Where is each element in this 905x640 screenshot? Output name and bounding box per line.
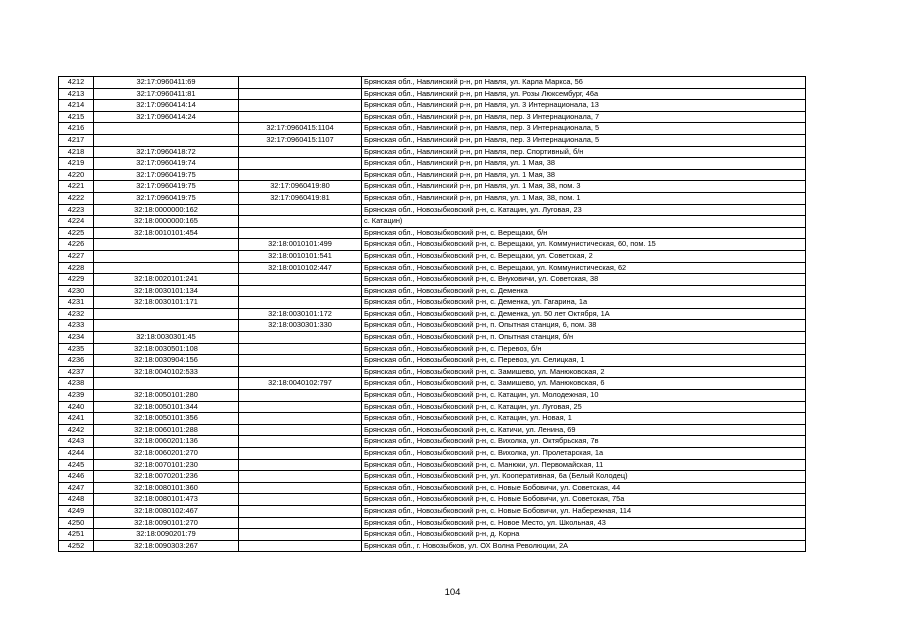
- object-cadastral-number-cell: [239, 390, 362, 402]
- cadastral-number-cell: 32:18:0010101:454: [94, 227, 239, 239]
- table-row: [59, 123, 806, 135]
- cadastral-number-cell: 32:18:0040102:533: [94, 366, 239, 378]
- cadastral-number-cell: 32:18:0070101:230: [94, 459, 239, 471]
- table-row: [59, 540, 806, 552]
- object-cadastral-number-cell: [239, 529, 362, 541]
- object-cadastral-number-cell: [239, 100, 362, 112]
- cadastral-number-cell: 32:18:0030101:171: [94, 297, 239, 309]
- address-cell: Брянская обл., Новозыбковский р-н, с. Манюки, ул. Первомайская, 11: [362, 459, 806, 471]
- table-row: [59, 88, 806, 100]
- table-row: [59, 285, 806, 297]
- address-cell: Брянская обл., Новозыбковский р-н, с. Новые Бобовичи, ул. Советская, 44: [362, 482, 806, 494]
- table-row: [59, 436, 806, 448]
- table-row: [59, 494, 806, 506]
- cadastral-number-cell: 32:18:0030101:134: [94, 285, 239, 297]
- object-cadastral-number-cell: [239, 343, 362, 355]
- table-row: [59, 216, 806, 228]
- table-row: [59, 448, 806, 460]
- row-number-cell: 4216: [59, 123, 94, 135]
- cadastral-number-cell: [94, 134, 239, 146]
- table-row: [59, 459, 806, 471]
- object-cadastral-number-cell: [239, 424, 362, 436]
- table-row: [59, 134, 806, 146]
- cadastral-number-cell: 32:17:0960419:75: [94, 169, 239, 181]
- cadastral-number-cell: 32:18:0030904:156: [94, 355, 239, 367]
- row-number-cell: 4235: [59, 343, 94, 355]
- address-cell: Брянская обл., Новозыбковский р-н, п. Опытная станция, б/н: [362, 332, 806, 344]
- row-number-cell: 4223: [59, 204, 94, 216]
- object-cadastral-number-cell: 32:17:0960419:80: [239, 181, 362, 193]
- cadastral-number-cell: 32:18:0060201:270: [94, 448, 239, 460]
- object-cadastral-number-cell: [239, 482, 362, 494]
- table-row: [59, 413, 806, 425]
- cadastral-number-cell: 32:18:0060101:288: [94, 424, 239, 436]
- address-cell: с. Катацин): [362, 216, 806, 228]
- row-number-cell: 4247: [59, 482, 94, 494]
- address-cell: Брянская обл., Новозыбковский р-н, с. Внуковичи, ул. Советская, 38: [362, 274, 806, 286]
- cadastral-number-cell: 32:17:0960414:24: [94, 111, 239, 123]
- object-cadastral-number-cell: [239, 448, 362, 460]
- table-row: [59, 227, 806, 239]
- table-row: [59, 169, 806, 181]
- row-number-cell: 4245: [59, 459, 94, 471]
- address-cell: Брянская обл., Навлинский р-н, рп Навля, ул. Карла Маркса, 56: [362, 77, 806, 89]
- address-cell: Брянская обл., Новозыбковский р-н, с. Катацин, ул. Молодежная, 10: [362, 390, 806, 402]
- object-cadastral-number-cell: [239, 494, 362, 506]
- object-cadastral-number-cell: [239, 227, 362, 239]
- address-cell: Брянская обл., Навлинский р-н, рп Навля, ул. Розы Люксембург, 46а: [362, 88, 806, 100]
- address-cell: Брянская обл., Новозыбковский р-н, с. Замишево, ул. Манюковская, 2: [362, 366, 806, 378]
- table-row: [59, 424, 806, 436]
- cadastral-number-cell: 32:18:0000000:165: [94, 216, 239, 228]
- row-number-cell: 4214: [59, 100, 94, 112]
- row-number-cell: 4252: [59, 540, 94, 552]
- address-cell: Брянская обл., Новозыбковский р-н, с. Перевоз, б/н: [362, 343, 806, 355]
- object-cadastral-number-cell: 32:17:0960419:81: [239, 192, 362, 204]
- address-cell: Брянская обл., Новозыбковский р-н, ул. Кооперативная, 6а (Белый Колодец): [362, 471, 806, 483]
- row-number-cell: 4221: [59, 181, 94, 193]
- row-number-cell: 4248: [59, 494, 94, 506]
- address-cell: Брянская обл., Новозыбковский р-н, с. Вихолка, ул. Пролетарская, 1а: [362, 448, 806, 460]
- address-cell: Брянская обл., Новозыбковский р-н, с. Новые Бобовичи, ул. Набережная, 114: [362, 505, 806, 517]
- address-cell: Брянская обл., Новозыбковский р-н, п. Опытная станция, 6, пом. 38: [362, 320, 806, 332]
- cadastral-number-cell: 32:17:0960419:74: [94, 158, 239, 170]
- table-row: [59, 529, 806, 541]
- row-number-cell: 4220: [59, 169, 94, 181]
- cadastral-number-cell: 32:18:0030301:45: [94, 332, 239, 344]
- cadastral-number-cell: 32:18:0090201:79: [94, 529, 239, 541]
- cadastral-number-cell: 32:18:0030501:108: [94, 343, 239, 355]
- row-number-cell: 4238: [59, 378, 94, 390]
- row-number-cell: 4246: [59, 471, 94, 483]
- row-number-cell: 4233: [59, 320, 94, 332]
- row-number-cell: 4249: [59, 505, 94, 517]
- table-row: [59, 332, 806, 344]
- object-cadastral-number-cell: [239, 366, 362, 378]
- table-row: [59, 181, 806, 193]
- object-cadastral-number-cell: [239, 77, 362, 89]
- cadastral-number-cell: 32:17:0960419:75: [94, 181, 239, 193]
- row-number-cell: 4251: [59, 529, 94, 541]
- cadastral-number-cell: [94, 320, 239, 332]
- object-cadastral-number-cell: [239, 285, 362, 297]
- row-number-cell: 4228: [59, 262, 94, 274]
- cadastral-number-cell: 32:17:0960411:81: [94, 88, 239, 100]
- object-cadastral-number-cell: [239, 401, 362, 413]
- address-cell: Брянская обл., Новозыбковский р-н, с. Катацин, ул. Луговая, 23: [362, 204, 806, 216]
- address-cell: Брянская обл., Новозыбковский р-н, с. Деменка, ул. 50 лет Октября, 1А: [362, 308, 806, 320]
- object-cadastral-number-cell: [239, 158, 362, 170]
- cadastral-number-cell: 32:18:0050101:280: [94, 390, 239, 402]
- row-number-cell: 4225: [59, 227, 94, 239]
- cadastral-number-cell: [94, 123, 239, 135]
- page-number: 104: [444, 587, 461, 598]
- row-number-cell: 4250: [59, 517, 94, 529]
- table-row: [59, 100, 806, 112]
- cadastral-number-cell: 32:18:0020101:241: [94, 274, 239, 286]
- address-cell: Брянская обл., Новозыбковский р-н, с. Деменка: [362, 285, 806, 297]
- table-row: [59, 158, 806, 170]
- object-cadastral-number-cell: [239, 436, 362, 448]
- table-row: [59, 77, 806, 89]
- address-cell: Брянская обл., Навлинский р-н, рп Навля, ул. 1 Мая, 38: [362, 169, 806, 181]
- table-row: [59, 378, 806, 390]
- property-registry-table: [58, 76, 806, 552]
- object-cadastral-number-cell: [239, 216, 362, 228]
- table-row: [59, 239, 806, 251]
- object-cadastral-number-cell: 32:18:0040102:797: [239, 378, 362, 390]
- row-number-cell: 4232: [59, 308, 94, 320]
- row-number-cell: 4227: [59, 250, 94, 262]
- table-row: [59, 517, 806, 529]
- object-cadastral-number-cell: [239, 274, 362, 286]
- registry-table-body: [59, 77, 806, 552]
- table-row: [59, 308, 806, 320]
- row-number-cell: 4215: [59, 111, 94, 123]
- cadastral-number-cell: 32:18:0080102:467: [94, 505, 239, 517]
- cadastral-number-cell: [94, 378, 239, 390]
- row-number-cell: 4236: [59, 355, 94, 367]
- address-cell: Брянская обл., г. Новозыбков, ул. ОХ Волна Революции, 2А: [362, 540, 806, 552]
- row-number-cell: 4241: [59, 413, 94, 425]
- object-cadastral-number-cell: [239, 355, 362, 367]
- object-cadastral-number-cell: 32:18:0010101:541: [239, 250, 362, 262]
- table-row: [59, 262, 806, 274]
- cadastral-number-cell: [94, 250, 239, 262]
- cadastral-number-cell: 32:18:0060201:136: [94, 436, 239, 448]
- address-cell: Брянская обл., Новозыбковский р-н, с. Катичи, ул. Ленина, 69: [362, 424, 806, 436]
- table-row: [59, 505, 806, 517]
- cadastral-number-cell: 32:17:0960418:72: [94, 146, 239, 158]
- row-number-cell: 4217: [59, 134, 94, 146]
- row-number-cell: 4242: [59, 424, 94, 436]
- address-cell: Брянская обл., Навлинский р-н, рп Навля, ул. 1 Мая, 38: [362, 158, 806, 170]
- object-cadastral-number-cell: [239, 459, 362, 471]
- table-row: [59, 146, 806, 158]
- object-cadastral-number-cell: [239, 146, 362, 158]
- address-cell: Брянская обл., Навлинский р-н, рп Навля, пер. 3 Интернационала, 5: [362, 134, 806, 146]
- address-cell: Брянская обл., Новозыбковский р-н, с. Новое Место, ул. Школьная, 43: [362, 517, 806, 529]
- table-row: [59, 111, 806, 123]
- row-number-cell: 4234: [59, 332, 94, 344]
- row-number-cell: 4240: [59, 401, 94, 413]
- address-cell: Брянская обл., Новозыбковский р-н, д. Корна: [362, 529, 806, 541]
- object-cadastral-number-cell: [239, 88, 362, 100]
- table-row: [59, 343, 806, 355]
- table-row: [59, 471, 806, 483]
- cadastral-number-cell: 32:18:0090101:270: [94, 517, 239, 529]
- object-cadastral-number-cell: [239, 169, 362, 181]
- address-cell: Брянская обл., Навлинский р-н, рп Навля, пер. Спортивный, б/н: [362, 146, 806, 158]
- row-number-cell: 4231: [59, 297, 94, 309]
- cadastral-number-cell: [94, 239, 239, 251]
- cadastral-number-cell: 32:18:0080101:473: [94, 494, 239, 506]
- object-cadastral-number-cell: [239, 540, 362, 552]
- object-cadastral-number-cell: [239, 111, 362, 123]
- table-row: [59, 366, 806, 378]
- row-number-cell: 4229: [59, 274, 94, 286]
- table-row: [59, 401, 806, 413]
- row-number-cell: 4237: [59, 366, 94, 378]
- table-row: [59, 482, 806, 494]
- table-row: [59, 320, 806, 332]
- table-row: [59, 390, 806, 402]
- row-number-cell: 4218: [59, 146, 94, 158]
- address-cell: Брянская обл., Новозыбковский р-н, с. Верещаки, ул. Коммунистическая, 62: [362, 262, 806, 274]
- cadastral-number-cell: 32:18:0000000:162: [94, 204, 239, 216]
- row-number-cell: 4226: [59, 239, 94, 251]
- cadastral-number-cell: 32:18:0050101:344: [94, 401, 239, 413]
- cadastral-number-cell: 32:17:0960414:14: [94, 100, 239, 112]
- address-cell: Брянская обл., Новозыбковский р-н, с. Перевоз, ул. Селицкая, 1: [362, 355, 806, 367]
- address-cell: Брянская обл., Новозыбковский р-н, с. Замишево, ул. Манюковская, 6: [362, 378, 806, 390]
- address-cell: Брянская обл., Новозыбковский р-н, с. Новые Бобовичи, ул. Советская, 75а: [362, 494, 806, 506]
- object-cadastral-number-cell: [239, 471, 362, 483]
- cadastral-number-cell: 32:18:0090303:267: [94, 540, 239, 552]
- object-cadastral-number-cell: [239, 297, 362, 309]
- table-row: [59, 297, 806, 309]
- row-number-cell: 4230: [59, 285, 94, 297]
- row-number-cell: 4222: [59, 192, 94, 204]
- object-cadastral-number-cell: 32:18:0030101:172: [239, 308, 362, 320]
- object-cadastral-number-cell: 32:18:0010102:447: [239, 262, 362, 274]
- row-number-cell: 4213: [59, 88, 94, 100]
- row-number-cell: 4212: [59, 77, 94, 89]
- address-cell: Брянская обл., Новозыбковский р-н, с. Катацин, ул. Новая, 1: [362, 413, 806, 425]
- row-number-cell: 4244: [59, 448, 94, 460]
- address-cell: Брянская обл., Новозыбковский р-н, с. Верещаки, ул. Советская, 2: [362, 250, 806, 262]
- address-cell: Брянская обл., Навлинский р-н, рп Навля, ул. 1 Мая, 38, пом. 3: [362, 181, 806, 193]
- cadastral-number-cell: 32:18:0080101:360: [94, 482, 239, 494]
- object-cadastral-number-cell: [239, 332, 362, 344]
- cadastral-number-cell: [94, 262, 239, 274]
- table-row: [59, 204, 806, 216]
- table-row: [59, 355, 806, 367]
- row-number-cell: 4224: [59, 216, 94, 228]
- cadastral-number-cell: [94, 308, 239, 320]
- address-cell: Брянская обл., Навлинский р-н, рп Навля, пер. 3 Интернационала, 5: [362, 123, 806, 135]
- object-cadastral-number-cell: [239, 517, 362, 529]
- address-cell: Брянская обл., Новозыбковский р-н, с. Вихолка, ул. Октябрьская, 7в: [362, 436, 806, 448]
- address-cell: Брянская обл., Навлинский р-н, рп Навля, пер. 3 Интернационала, 7: [362, 111, 806, 123]
- cadastral-number-cell: 32:18:0050101:356: [94, 413, 239, 425]
- cadastral-number-cell: 32:17:0960419:75: [94, 192, 239, 204]
- object-cadastral-number-cell: 32:18:0010101:499: [239, 239, 362, 251]
- address-cell: Брянская обл., Новозыбковский р-н, с. Верещаки, ул. Коммунистическая, 60, пом. 15: [362, 239, 806, 251]
- row-number-cell: 4219: [59, 158, 94, 170]
- address-cell: Брянская обл., Новозыбковский р-н, с. Катацин, ул. Луговая, 25: [362, 401, 806, 413]
- address-cell: Брянская обл., Новозыбковский р-н, с. Верещаки, б/н: [362, 227, 806, 239]
- object-cadastral-number-cell: [239, 505, 362, 517]
- table-row: [59, 274, 806, 286]
- cadastral-number-cell: 32:17:0960411:69: [94, 77, 239, 89]
- address-cell: Брянская обл., Новозыбковский р-н, с. Деменка, ул. Гагарина, 1а: [362, 297, 806, 309]
- object-cadastral-number-cell: 32:18:0030301:330: [239, 320, 362, 332]
- object-cadastral-number-cell: 32:17:0960415:1104: [239, 123, 362, 135]
- object-cadastral-number-cell: [239, 204, 362, 216]
- object-cadastral-number-cell: [239, 413, 362, 425]
- table-row: [59, 192, 806, 204]
- object-cadastral-number-cell: 32:17:0960415:1107: [239, 134, 362, 146]
- row-number-cell: 4239: [59, 390, 94, 402]
- row-number-cell: 4243: [59, 436, 94, 448]
- address-cell: Брянская обл., Навлинский р-н, рп Навля, ул. 1 Мая, 38, пом. 1: [362, 192, 806, 204]
- address-cell: Брянская обл., Навлинский р-н, рп Навля, ул. 3 Интернационала, 13: [362, 100, 806, 112]
- table-row: [59, 250, 806, 262]
- cadastral-number-cell: 32:18:0070201:236: [94, 471, 239, 483]
